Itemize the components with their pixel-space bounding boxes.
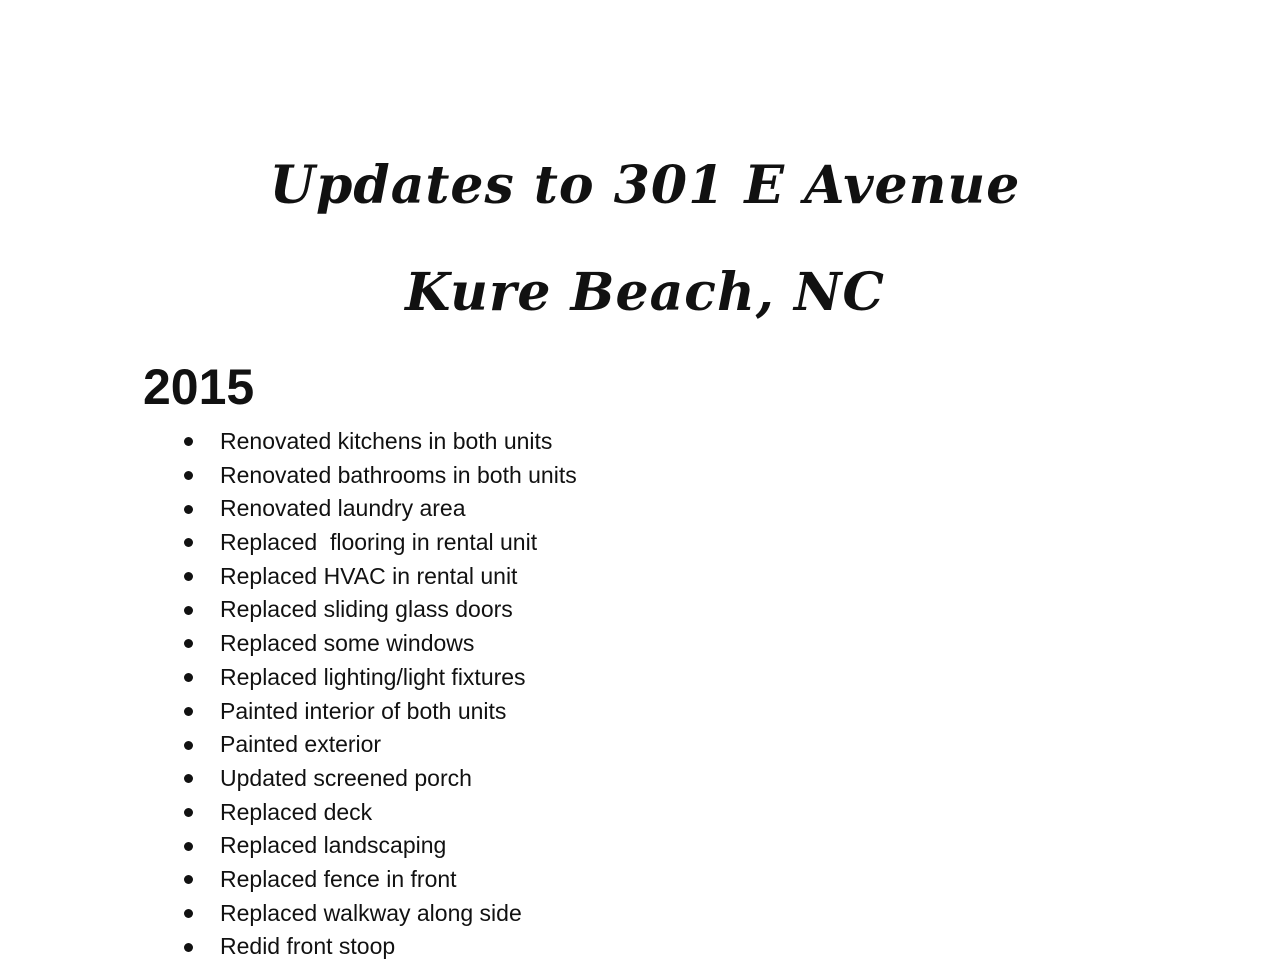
- list-item-text: Replaced fence in front: [220, 865, 457, 892]
- list-item-text: Updated screened porch: [220, 764, 472, 791]
- list-item-text: Painted interior of both units: [220, 697, 507, 724]
- list-item-text: Renovated laundry area: [220, 495, 466, 522]
- section-year-heading: 2015: [143, 359, 255, 415]
- list-item: [180, 728, 577, 762]
- list-item: [180, 661, 577, 695]
- bullet-icon: [184, 437, 193, 446]
- list-item-text: Replaced sliding glass doors: [220, 596, 513, 623]
- list-item-text: Replaced walkway along side: [220, 899, 522, 926]
- bullet-icon: [184, 774, 193, 783]
- list-item: [180, 695, 577, 729]
- list-item: [180, 627, 577, 661]
- list-item-text: Replaced HVAC in rental unit: [220, 562, 518, 589]
- bullet-icon: [184, 673, 193, 682]
- list-item-text: Replaced deck: [220, 798, 373, 825]
- list-item: [180, 897, 577, 931]
- bullet-icon: [184, 572, 193, 581]
- bullet-icon: [184, 639, 193, 648]
- list-item-text: Replaced some windows: [220, 630, 475, 657]
- list-item: [180, 526, 577, 560]
- bullet-icon: [184, 538, 193, 547]
- document-title: Updates to 301 E Avenue: [269, 155, 1021, 216]
- list-item: [180, 829, 577, 863]
- list-item: [180, 492, 577, 526]
- bullet-icon: [184, 808, 193, 817]
- list-item: [180, 425, 577, 459]
- list-item-text: Painted exterior: [220, 731, 382, 758]
- bullet-icon: [184, 707, 193, 716]
- updates-list: [180, 425, 577, 960]
- list-item: [180, 796, 577, 830]
- bullet-icon: [184, 606, 193, 615]
- list-item: [180, 930, 577, 960]
- bullet-icon: [184, 471, 193, 480]
- bullet-icon: [184, 842, 193, 851]
- list-item-text: Redid front stoop: [220, 933, 396, 960]
- list-item: [180, 762, 577, 796]
- bullet-icon: [184, 943, 193, 952]
- bullet-icon: [184, 909, 193, 918]
- list-item-text: Replaced landscaping: [220, 832, 447, 859]
- list-item-text: Replaced flooring in rental unit: [220, 529, 538, 556]
- bullet-icon: [184, 875, 193, 884]
- bullet-icon: [184, 741, 193, 750]
- list-item-text: Renovated kitchens in both units: [220, 428, 553, 454]
- list-item: [180, 863, 577, 897]
- list-item: [180, 459, 577, 493]
- list-item: [180, 560, 577, 594]
- list-item-text: Replaced lighting/light fixtures: [220, 663, 526, 690]
- list-item-text: Renovated bathrooms in both units: [220, 461, 577, 488]
- list-item: [180, 593, 577, 627]
- bullet-icon: [184, 505, 193, 514]
- document-subtitle-location: Kure Beach, NC: [405, 262, 885, 323]
